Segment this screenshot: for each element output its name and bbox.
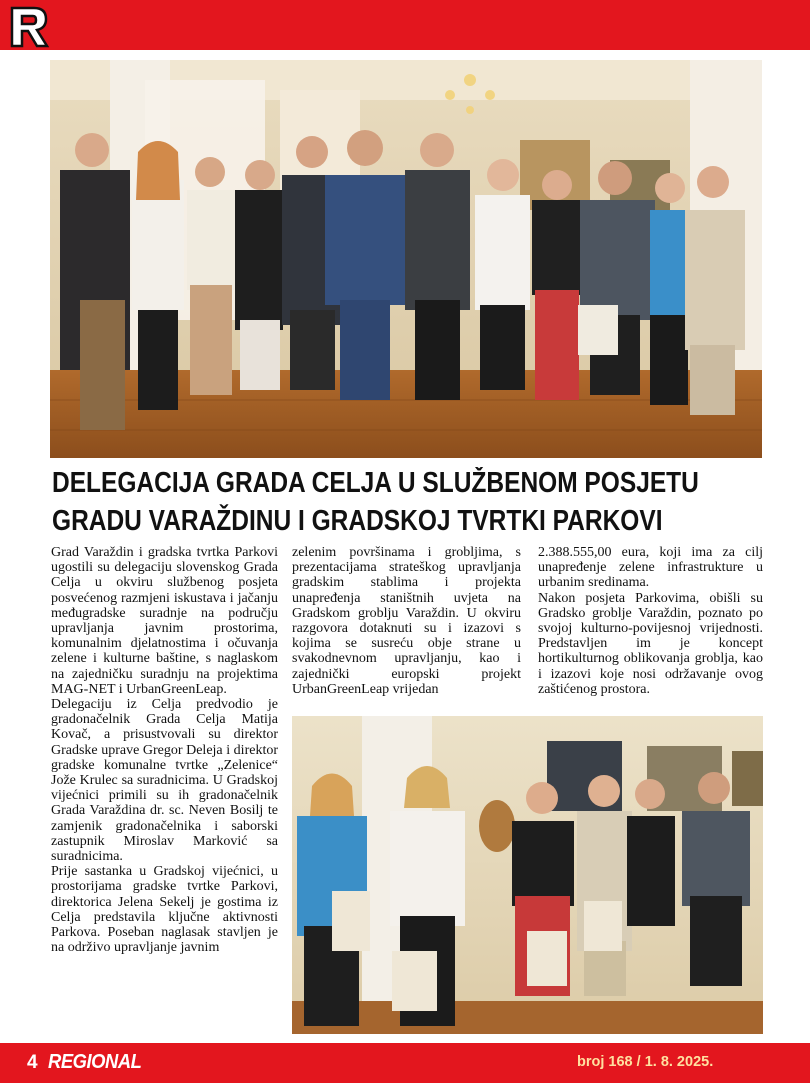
paragraph: 2.388.555,00 eura, koji ima za cilj unapređenje zelene infrastrukture u urbanim sredinama. [538, 545, 763, 591]
article-column-2 [292, 545, 521, 697]
headline-line-2: GRADU VARAŽDINU I GRADSKOJ TVRTKI PARKOVI [52, 505, 663, 537]
article-column-1 [51, 545, 278, 955]
regional-r-logo-icon [8, 4, 50, 50]
article-headline [52, 464, 699, 540]
page-number: 4 [27, 1052, 38, 1073]
paragraph: zelenim površinama i grobljima, s prezentacijama strateškog upravljanja gradskim stablima i projekta unapređenja staništnih uvjeta na Gradskom groblju Varaždin. U okviru razgovora dotaknuti su i izazovi s kojima se susreću obje strane u svakodnevnom upravljanju, kao i zajednički europski projekt UrbanGreenLeap vrijedan [292, 545, 521, 697]
bottom-group-photo [292, 716, 763, 1034]
masthead-bar [0, 0, 810, 50]
headline-line-1: DELEGACIJA GRADA CELJA U SLUŽBENOM POSJETU [52, 467, 699, 499]
paragraph: Grad Varaždin i gradska tvrtka Parkovi ugostili su delegaciju slovenskog Grada Celja u okviru službenog posjeta posvećenog razmjeni iskustava i jačanju međugradske suradnje na području upravljanja javnim prostorima, komunalnim djelatnostima i očuvanja zelene i kulturne baštine, s naglaskom na zajedničku suradnju na projektima MAG-NET i UrbanGreenLeap. [51, 545, 278, 697]
issue-date: broj 168 / 1. 8. 2025. [577, 1054, 714, 1070]
paragraph: Nakon posjeta Parkovima, obišli su Gradsko groblje Varaždin, poznato po svojoj kulturno-povijesnoj vrijednosti. Predstavljen im je koncept hortikulturnog oblikovanja groblja, kao i izazovi koje nosi održavanje ovog zaštićenog prostora. [538, 590, 763, 697]
paragraph: Prije sastanka u Gradskoj vijećnici, u prostorijama gradske tvrtke Parkovi, direktorica Jelena Sekelj je gostima iz Celja predstavila ključne aktivnosti Parkova. Poseban naglasak stavljen je na održivo upravljanje javnim [51, 864, 278, 956]
paragraph: Delegaciju iz Celja predvodio je gradonačelnik Grada Celja Matija Kovač, a prisustvovali su direktor Gradske uprave Gregor Deleja i direktor gradske komunalne tvrtke „Zelenice“ Jože Krulec sa suradnicima. U Gradskoj vijećnici primili su ih gradonačelnik Grada Varaždina dr. sc. Neven Bosilj te zamjenik gradonačelnika i saborski zastupnik Miroslav Marković sa suradnicima. [51, 697, 278, 865]
brand-logo: REGIONAL [48, 1051, 142, 1073]
article-column-3 [538, 545, 763, 697]
top-group-photo [50, 60, 762, 458]
